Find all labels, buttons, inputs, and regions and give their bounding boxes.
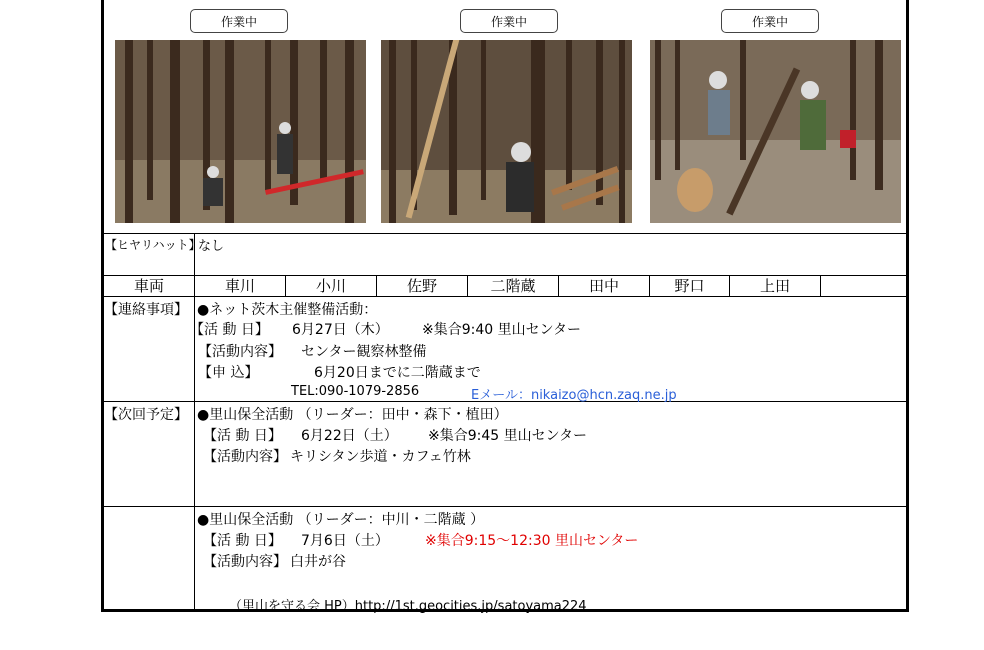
contact-meet: ※集合9:40 里山センター <box>422 322 582 338</box>
next-date-value: 6月22日（土） <box>301 428 398 444</box>
vehicle-name: 車川 <box>224 277 255 295</box>
next2-meet: ※集合9:15～12:30 里山センター <box>425 533 639 549</box>
contact-tel: TEL:090-1079-2856 <box>291 384 420 399</box>
vehicle-cell-divider <box>820 275 821 296</box>
contact-date-value: 6月27日（木） <box>292 322 389 338</box>
next2-date-label: 【活 動 日】 <box>203 533 282 549</box>
homepage-link[interactable]: （里山を守る会 HP）http://1st.geocities.jp/satoyama224 <box>229 599 587 614</box>
working-badge-1: 作業中 <box>190 9 288 33</box>
contact-apply-value: 6月20日までに二階蔵まで <box>314 365 481 381</box>
contact-content-value: センター観察林整備 <box>301 344 427 360</box>
vehicle-name: 上田 <box>759 277 790 295</box>
working-badge-2: 作業中 <box>460 9 558 33</box>
next2-content-label: 【活動内容】 <box>203 554 287 570</box>
divider-top <box>104 233 906 234</box>
contact-content-label: 【活動内容】 <box>198 344 282 360</box>
next2-content-value: 白井が谷 <box>290 554 346 570</box>
next-label: 【次回予定】 <box>104 407 188 423</box>
vehicle-name: 二階蔵 <box>490 277 536 295</box>
next-content-label: 【活動内容】 <box>203 449 287 465</box>
hiyari-value: なし <box>198 239 225 254</box>
vehicle-name: 野口 <box>674 277 705 295</box>
next2-date-value: 7月6日（土） <box>301 533 389 549</box>
next-date-label: 【活 動 日】 <box>203 428 282 444</box>
vehicle-name: 佐野 <box>406 277 437 295</box>
contact-email-link[interactable]: Eメール：nikaizo@hcn.zaq.ne.jp <box>471 388 677 403</box>
next-content-value: キリシタン歩道・カフェ竹林 <box>290 449 471 465</box>
activity-report-sheet <box>101 0 909 612</box>
contact-label: 【連絡事項】 <box>104 302 188 318</box>
divider-vehicles-bottom <box>104 296 906 297</box>
hiyari-label: 【ヒヤリハット】 <box>105 238 201 252</box>
vehicle-name: 田中 <box>588 277 619 295</box>
contact-apply-label: 【申 込】 <box>198 365 259 381</box>
next2-title: ●里山保全活動 （リーダー：中川・二階蔵 ） <box>197 512 485 528</box>
vehicle-name: 小川 <box>315 277 346 295</box>
divider-next-bottom <box>104 506 906 507</box>
next-meet: ※集合9:45 里山センター <box>428 428 588 444</box>
forest-work-photo-2 <box>381 40 632 223</box>
forest-work-photo-3 <box>650 40 901 223</box>
forest-work-photo-1 <box>115 40 366 223</box>
divider-vehicles-top <box>104 275 906 276</box>
vehicle-label: 車両 <box>133 277 164 295</box>
next-title: ●里山保全活動 （リーダー：田中・森下・植田） <box>197 407 508 423</box>
contact-title: ●ネット茨木主催整備活動： <box>197 302 378 318</box>
contact-date-label: 【活 動 日】 <box>190 322 269 338</box>
working-badge-3: 作業中 <box>721 9 819 33</box>
